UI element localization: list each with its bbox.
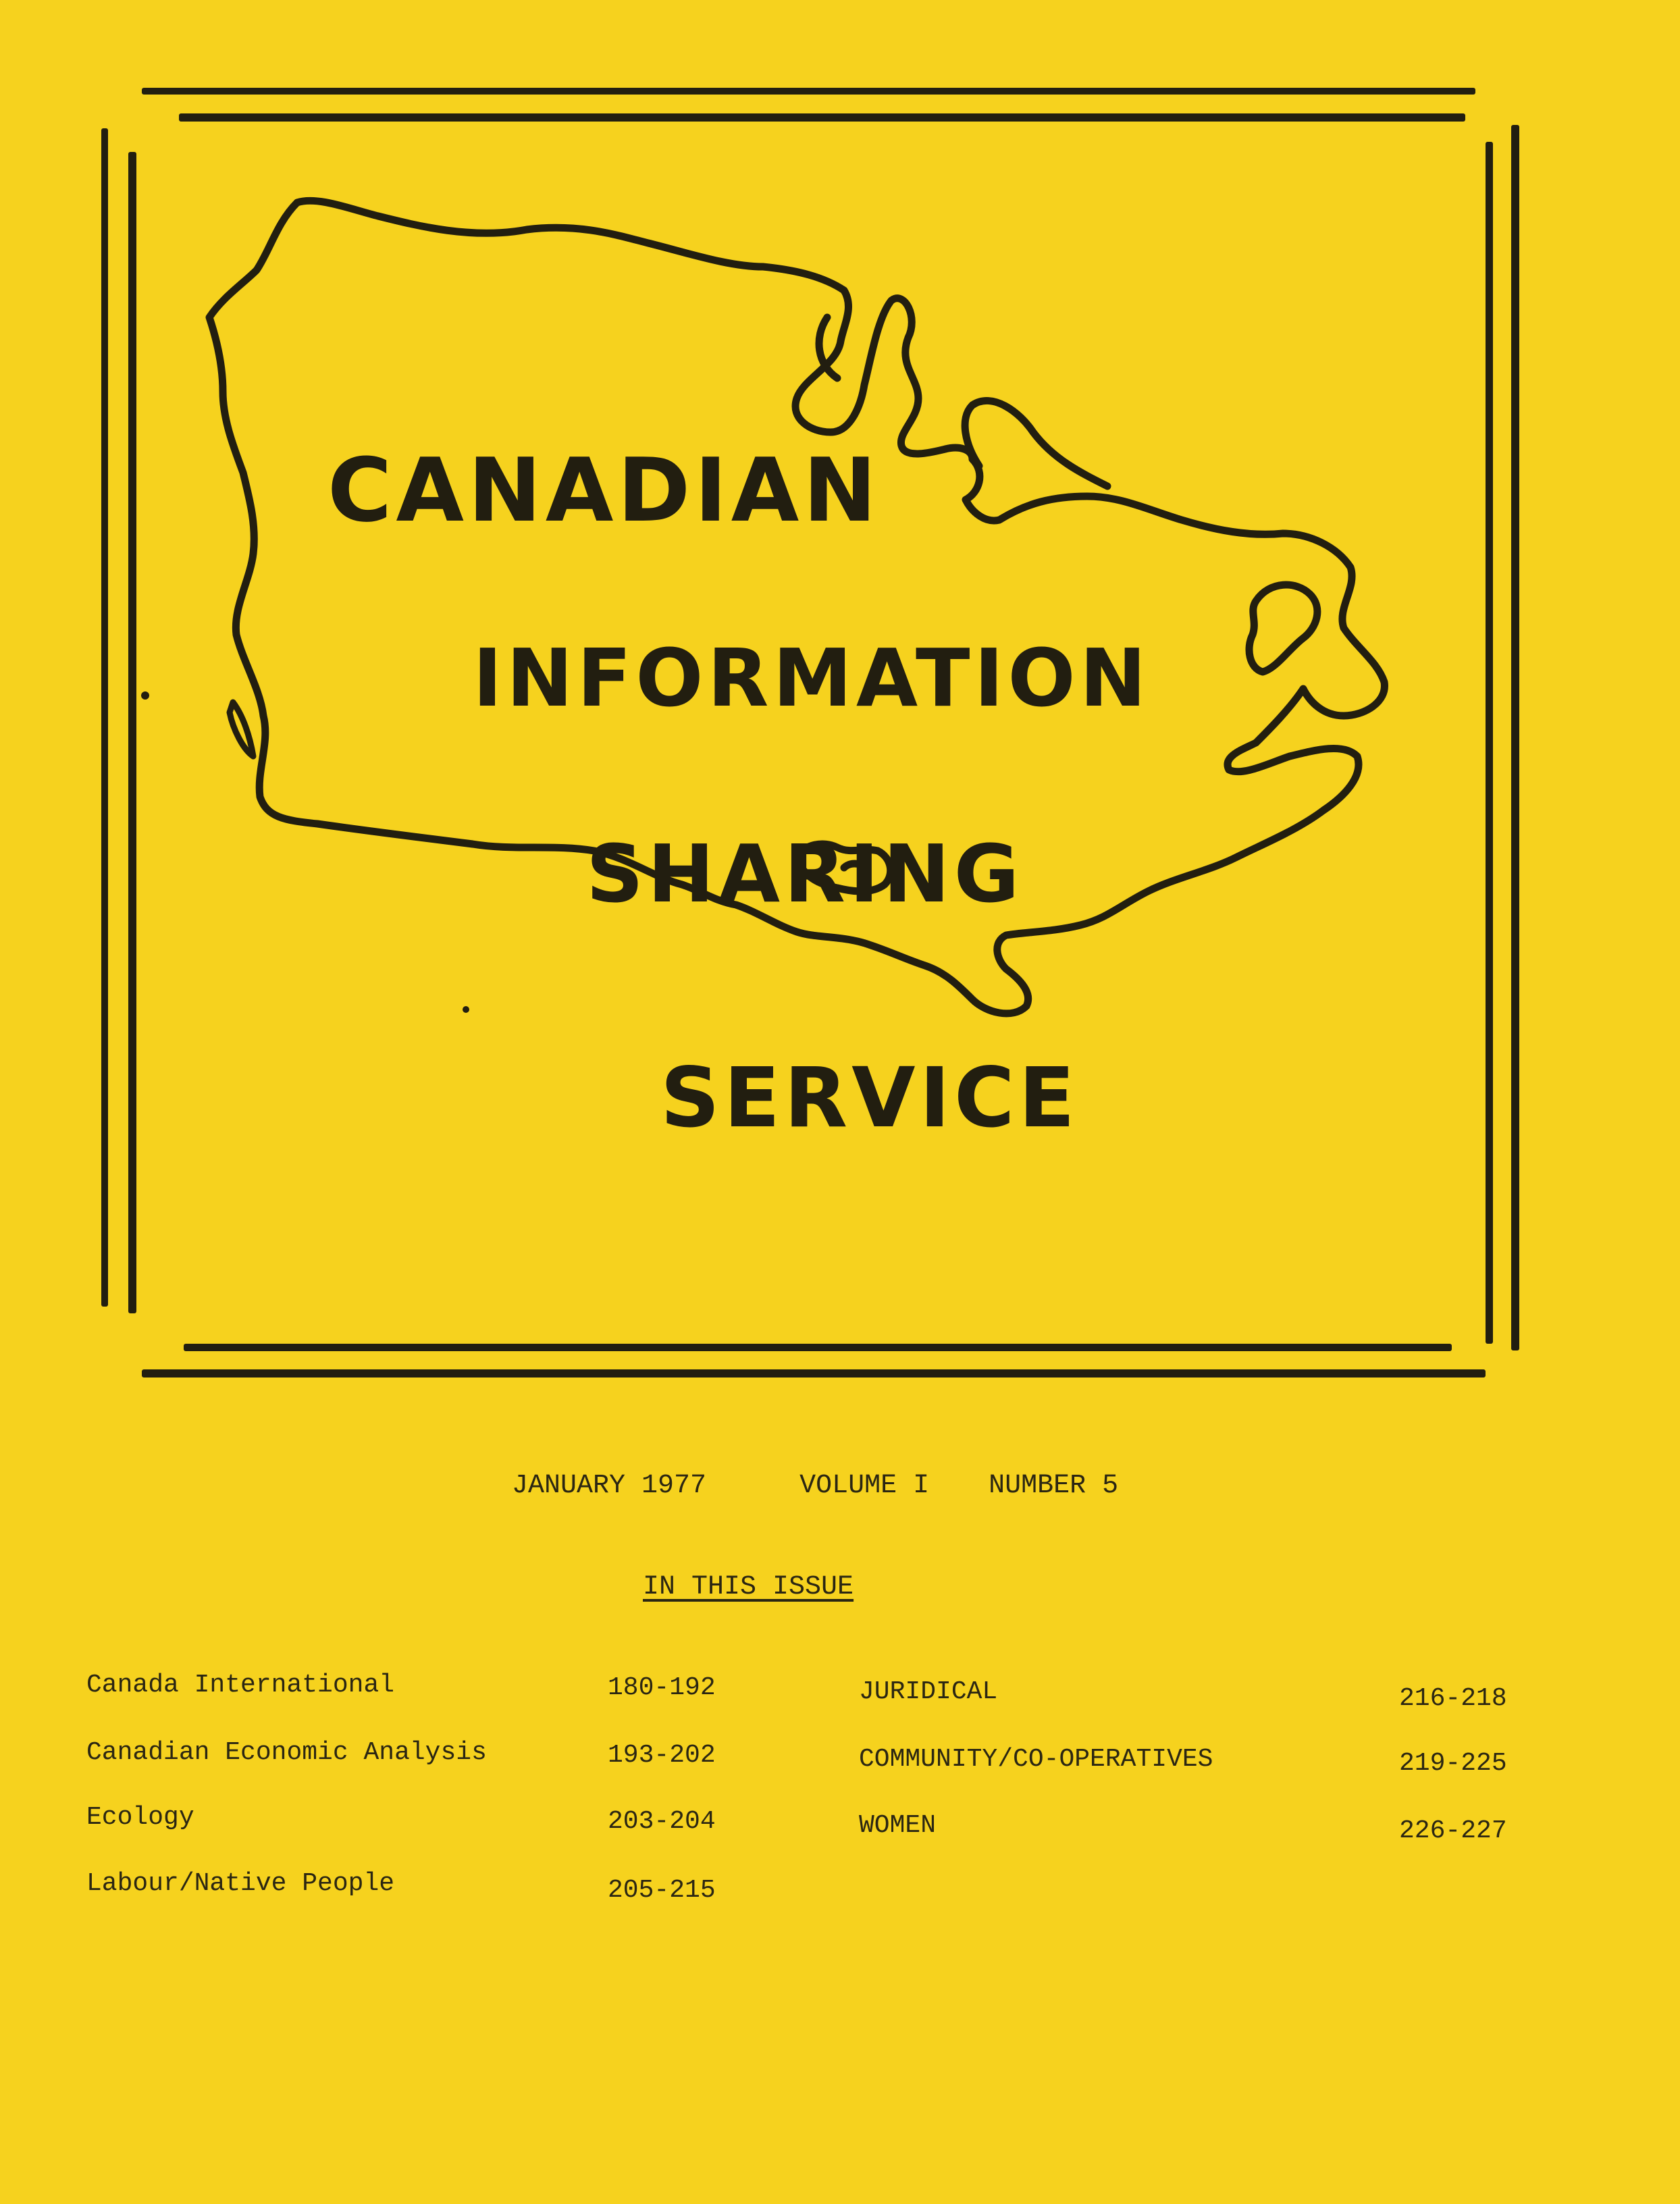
toc-item-pages: 216-218 (1399, 1684, 1507, 1713)
toc-item-title: Ecology (86, 1803, 194, 1832)
toc-item-title: Canadian Economic Analysis (86, 1738, 487, 1767)
toc-item-title: Canada International (86, 1671, 395, 1700)
toc-item-title: COMMUNITY/CO-OPERATIVES (859, 1745, 1213, 1774)
masthead-line-service: SERVICE (660, 1050, 1079, 1146)
masthead-line-sharing: SHARING (586, 827, 1024, 920)
contents-heading: IN THIS ISSUE (643, 1572, 854, 1602)
toc-item-pages: 226-227 (1399, 1816, 1507, 1845)
issue-number: NUMBER 5 (989, 1471, 1119, 1501)
toc-item-pages: 193-202 (608, 1741, 716, 1770)
toc-item-title: WOMEN (859, 1811, 937, 1840)
toc-item-title: JURIDICAL (859, 1677, 998, 1706)
toc-item-pages: 203-204 (608, 1807, 716, 1836)
masthead-line-canadian: CANADIAN (327, 439, 881, 542)
toc-item-title: Labour/Native People (86, 1869, 395, 1898)
toc-item-pages: 219-225 (1399, 1749, 1507, 1778)
issue-date: JANUARY 1977 (512, 1471, 707, 1501)
issue-volume: VOLUME I (799, 1471, 930, 1501)
masthead-line-information: INFORMATION (473, 631, 1151, 725)
toc-item-pages: 180-192 (608, 1673, 716, 1702)
issue-info (512, 1471, 1118, 1501)
toc-item-pages: 205-215 (608, 1876, 716, 1905)
